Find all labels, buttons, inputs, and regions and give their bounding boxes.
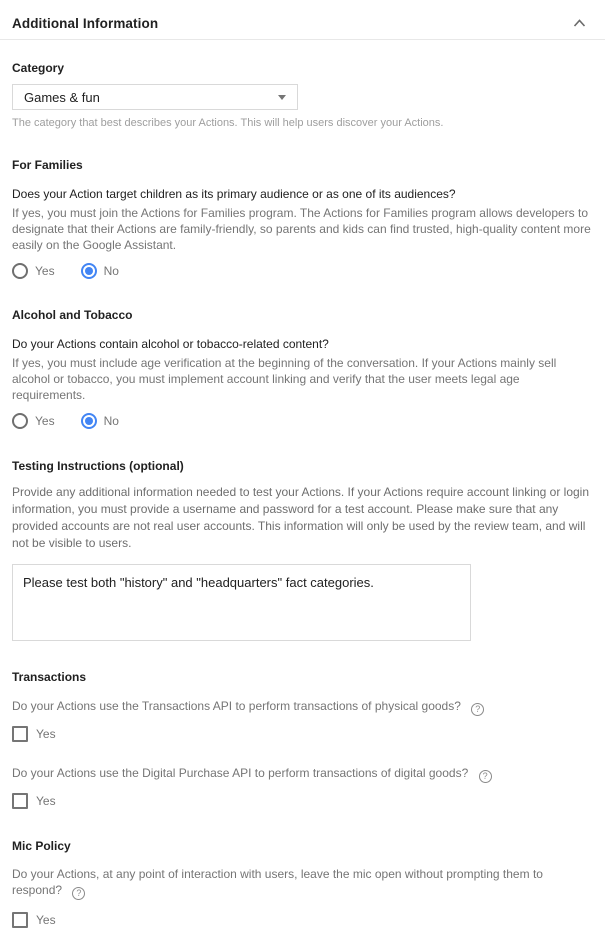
category-helper-text: The category that best describes your Actions. This will help users discover your Actions. (12, 117, 444, 129)
radio-icon (12, 413, 28, 429)
help-icon[interactable]: ? (471, 703, 484, 716)
alcohol-tobacco-radio-yes[interactable] (12, 413, 55, 429)
dropdown-arrow-icon (278, 95, 286, 100)
testing-instructions-textarea[interactable] (12, 564, 471, 641)
question-text: Do your Actions, at any point of interaction with users, leave the mic open without prompting them to respond? (12, 867, 543, 897)
for-families-radio-no[interactable] (81, 263, 119, 279)
testing-instructions-heading: Testing Instructions (optional) (12, 459, 184, 473)
question-text: Do your Actions use the Transactions API to perform transactions of physical goods? (12, 699, 461, 713)
transactions-section (12, 670, 592, 809)
radio-label: Yes (35, 414, 55, 428)
chevron-up-icon[interactable] (573, 19, 592, 27)
mic-policy-heading: Mic Policy (12, 839, 71, 853)
page-title: Additional Information (12, 15, 159, 31)
transactions-heading: Transactions (12, 670, 87, 684)
for-families-heading: For Families (12, 158, 83, 172)
radio-icon (81, 263, 97, 279)
alcohol-tobacco-heading: Alcohol and Tobacco (12, 308, 133, 322)
category-select-value: Games & fun (24, 89, 100, 105)
transactions-physical-checkbox-row[interactable] (12, 726, 592, 742)
alcohol-tobacco-description: If yes, you must include age verification at the beginning of the conversation. If your Actions mainly sell alcohol or tobacco, you must implement account linking and verify that the user meets legal age requirements. (12, 356, 557, 402)
transactions-digital-checkbox-row[interactable] (12, 793, 592, 809)
for-families-radio-yes[interactable] (12, 263, 55, 279)
checkbox-label: Yes (36, 913, 56, 927)
for-families-radio-group (12, 263, 592, 279)
header-divider (0, 39, 605, 40)
category-label: Category (12, 61, 65, 75)
testing-instructions-section (12, 459, 592, 641)
radio-label: Yes (35, 264, 55, 278)
checkbox-label: Yes (36, 794, 56, 808)
checkbox-icon (12, 726, 28, 742)
radio-icon (81, 413, 97, 429)
checkbox-label: Yes (36, 727, 56, 741)
mic-policy-section (12, 839, 592, 928)
alcohol-tobacco-question: Do your Actions contain alcohol or tobacco-related content? (12, 337, 329, 351)
alcohol-tobacco-section (12, 308, 592, 429)
for-families-section (12, 158, 592, 279)
transactions-digital-question (12, 765, 592, 783)
help-icon[interactable]: ? (479, 770, 492, 783)
panel-header[interactable] (12, 15, 592, 31)
category-select[interactable] (12, 84, 298, 110)
alcohol-tobacco-radio-group (12, 413, 592, 429)
radio-label: No (103, 414, 119, 428)
radio-icon (12, 263, 28, 279)
radio-label: No (103, 264, 119, 278)
checkbox-icon (12, 793, 28, 809)
testing-instructions-description: Provide any additional information needed to test your Actions. If your Actions require account linking or login information, you must provide a username and password for a test account. Please make sure that any provided accounts are not real user accounts. This information will only be used by the review team, and will not be visible to users. (12, 485, 590, 550)
for-families-description: If yes, you must join the Actions for Families program. The Actions for Families program allows developers to designate that their Actions are family-friendly, so parents and kids can find trusted, high-quality content more easily on the Google Assistant. (12, 206, 591, 252)
checkbox-icon (12, 912, 28, 928)
mic-policy-question (12, 866, 544, 900)
question-text: Do your Actions use the Digital Purchase API to perform transactions of digital goods? (12, 766, 469, 780)
for-families-question: Does your Action target children as its primary audience or as one of its audiences? (12, 187, 456, 201)
help-icon[interactable]: ? (72, 887, 85, 900)
transactions-physical-question (12, 698, 592, 716)
category-section (12, 61, 592, 129)
mic-policy-checkbox-row[interactable] (12, 912, 592, 928)
alcohol-tobacco-radio-no[interactable] (81, 413, 119, 429)
